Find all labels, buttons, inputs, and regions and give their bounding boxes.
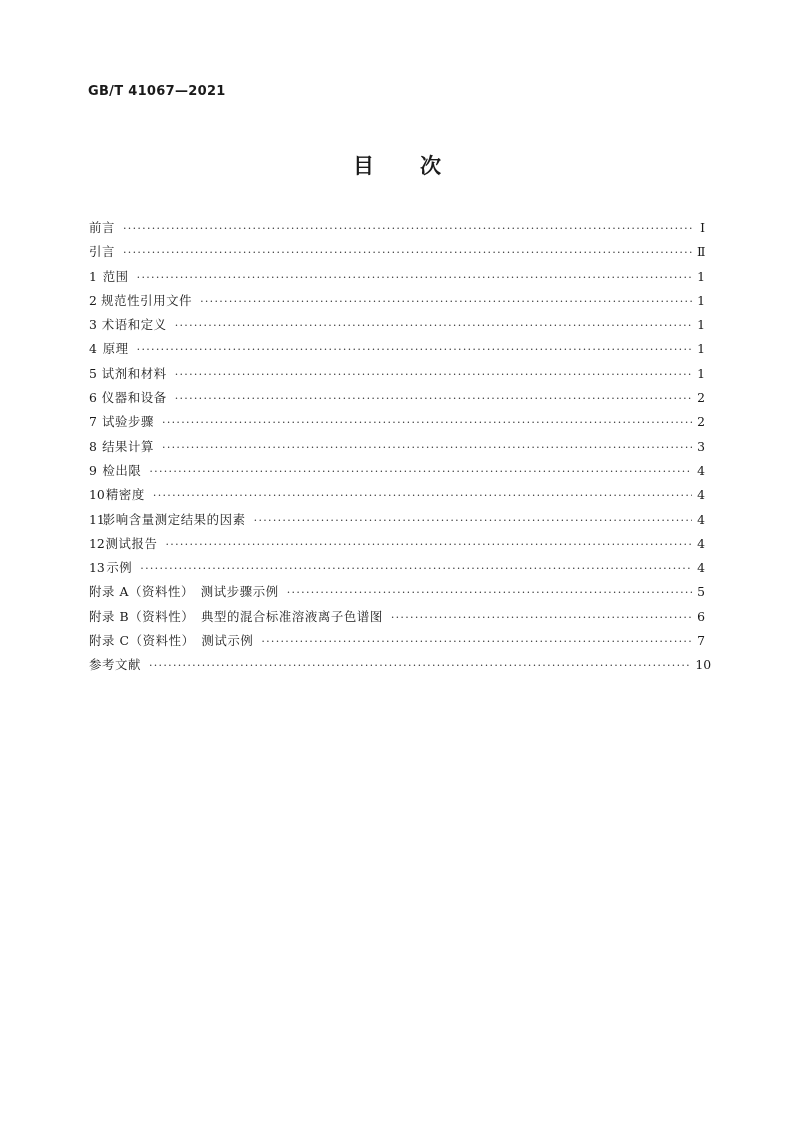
toc-entry-number: 7: [89, 414, 97, 430]
toc-entry[interactable]: [89, 289, 705, 313]
dot-leader: [140, 557, 692, 581]
dot-leader: [123, 217, 692, 241]
toc-entry[interactable]: [89, 337, 705, 361]
dot-leader: [123, 241, 692, 265]
toc-entry-number: 12: [89, 535, 105, 551]
toc-entry-label: 原理: [102, 341, 129, 357]
toc-entry-label: 附录 C（资料性） 测试示例: [89, 633, 254, 649]
toc-entry[interactable]: [89, 532, 705, 556]
toc-entry-label: 试剂和材料: [101, 365, 167, 381]
toc-entry-page: 5: [697, 584, 705, 600]
toc-entry[interactable]: [89, 386, 705, 410]
dot-leader: [287, 581, 692, 605]
toc-entry-number: 11: [89, 511, 105, 527]
dot-leader: [149, 654, 690, 678]
dot-leader: [200, 290, 692, 314]
dot-leader: [149, 460, 692, 484]
dot-leader: [254, 509, 692, 533]
toc-entry-number: 5: [89, 365, 97, 381]
toc-entry-label: 附录 A（资料性） 测试步骤示例: [89, 584, 279, 600]
toc-entry-label: 规范性引用文件: [101, 292, 193, 308]
toc-entry-label: 测试报告: [105, 535, 158, 551]
toc-entry-label: 参考文献: [89, 657, 141, 673]
toc-entry-page: 4: [697, 535, 705, 551]
toc-entry-number: 1: [89, 268, 97, 284]
toc-entry-page: 1: [697, 268, 705, 284]
toc-entry-page: Ⅰ: [700, 220, 705, 235]
toc-entry-label: 术语和定义: [101, 317, 167, 333]
dot-leader: [137, 338, 692, 362]
toc-entry-label: 示例: [106, 560, 133, 576]
toc-entry[interactable]: [89, 410, 705, 434]
toc-entry[interactable]: [89, 605, 705, 629]
toc-entry[interactable]: [89, 629, 705, 653]
toc-entry-number: 9: [89, 462, 97, 478]
dot-leader: [162, 436, 692, 460]
toc-entry[interactable]: [89, 435, 705, 459]
dot-leader: [175, 363, 692, 387]
toc-entry[interactable]: [89, 483, 705, 507]
toc-entry-page: 1: [697, 317, 705, 333]
toc-entry[interactable]: [89, 216, 705, 240]
toc-entry-page: 4: [697, 511, 705, 527]
toc-entry[interactable]: [89, 556, 705, 580]
toc-entry[interactable]: [89, 653, 712, 677]
toc-entry[interactable]: [89, 580, 705, 604]
toc-entry-page: 7: [697, 633, 705, 649]
toc-entry[interactable]: [89, 508, 705, 532]
toc-entry-page: 1: [697, 341, 705, 357]
title-part-1: 目: [353, 154, 374, 178]
toc-entry-page: 10: [695, 657, 712, 673]
dot-leader: [137, 266, 692, 290]
toc-entry-label: 检出限: [102, 462, 142, 478]
toc-entry-page: 4: [697, 487, 705, 503]
page-title: [0, 150, 794, 180]
toc-entry-label: 范围: [102, 268, 129, 284]
toc-entry-page: 2: [697, 414, 705, 430]
toc-entry-number: 10: [89, 487, 105, 503]
dot-leader: [166, 533, 693, 557]
title-part-2: 次: [420, 154, 441, 178]
toc-entry-page: 3: [697, 438, 705, 454]
dot-leader: [175, 387, 692, 411]
toc-entry-page: 4: [697, 560, 705, 576]
standard-code: GB/T 41067—2021: [88, 84, 226, 99]
toc-entry[interactable]: [89, 240, 705, 264]
toc-entry-number: 2: [89, 292, 97, 308]
toc-entry-label: 仪器和设备: [101, 390, 167, 406]
toc-entry-number: 3: [89, 317, 97, 333]
dot-leader: [261, 630, 692, 654]
toc-entry-number: 6: [89, 390, 97, 406]
toc-entry-page: 6: [697, 608, 705, 624]
toc-entry-number: 8: [89, 438, 97, 454]
toc-entry-page: 2: [697, 390, 705, 406]
toc-entry-label: 前言: [89, 220, 115, 235]
toc-entry-label: 引言: [89, 244, 115, 260]
toc-entry-label: 附录 B（资料性） 典型的混合标准溶液离子色谱图: [89, 608, 383, 624]
toc-entry-page: 1: [697, 365, 705, 381]
toc-entry-label: 结果计算: [102, 438, 155, 454]
toc-entry-label: 精密度: [105, 487, 145, 503]
dot-leader: [153, 484, 692, 508]
toc-entry-page: 1: [697, 292, 705, 308]
toc-entry-label: 影响含量测定结果的因素: [102, 511, 246, 527]
toc-entry-number: 4: [89, 341, 97, 357]
dot-leader: [162, 411, 692, 435]
toc-entry[interactable]: [89, 459, 705, 483]
toc-entry-label: 试验步骤: [102, 414, 155, 430]
toc-entry-page: Ⅱ: [697, 244, 706, 260]
toc-entry-number: 13: [89, 560, 105, 576]
dot-leader: [175, 314, 692, 338]
table-of-contents: [89, 216, 712, 678]
toc-entry[interactable]: [89, 313, 705, 337]
dot-leader: [391, 606, 692, 630]
toc-entry-page: 4: [697, 462, 705, 478]
toc-entry[interactable]: [89, 265, 705, 289]
toc-entry[interactable]: [89, 362, 705, 386]
